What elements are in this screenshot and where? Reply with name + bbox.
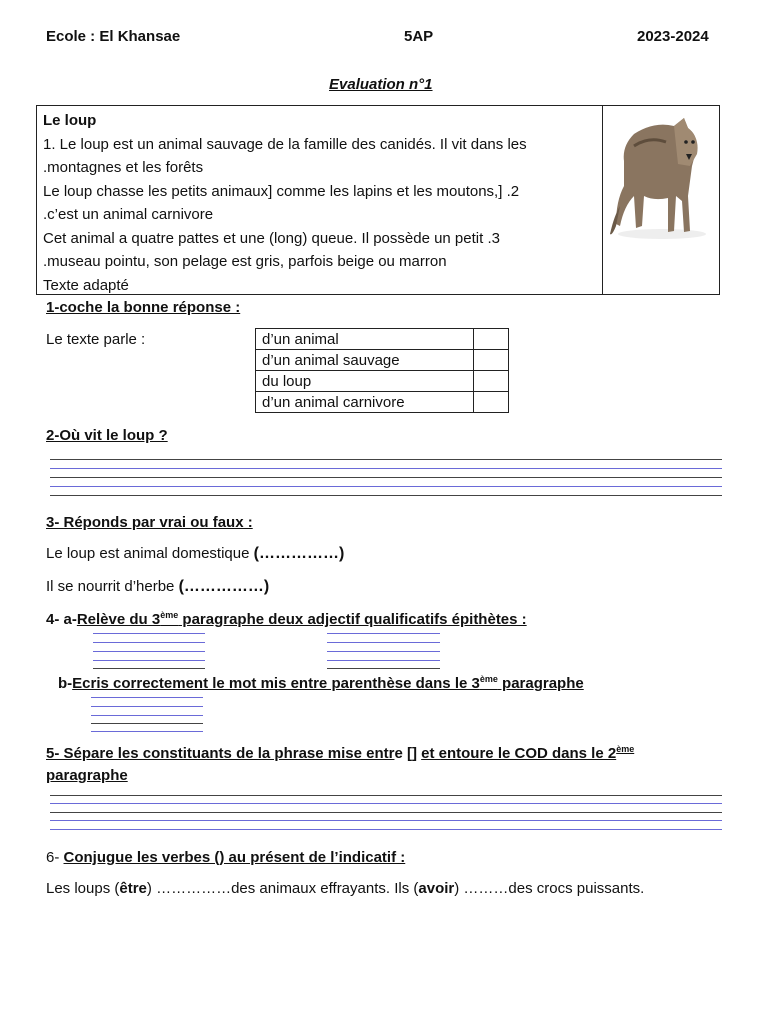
text-line: Cet animal a quatre pattes et une (long) queue. Il possède un petit .3 [43,229,500,247]
answer-line [327,651,440,652]
q1-title: 1-coche la bonne réponse : [46,299,241,316]
q5-text-part: e [394,745,403,762]
answer-line [50,795,722,796]
answer-line [327,668,440,669]
answer-line [91,731,203,732]
option-label: d’un animal carnivore [256,392,474,413]
superscript: ème [160,610,179,620]
option-checkbox[interactable] [474,350,509,371]
text-line: 1. Le loup est un animal sauvage de la famille des canidés. Il vit dans les [43,135,527,153]
option-label: d’un animal [256,329,474,350]
statement-text: Le loup est animal domestique [46,545,250,562]
text-line: .montagnes et les forêts [43,159,204,176]
wolf-image [604,106,719,294]
sentence-part[interactable]: ) ……………des animaux effrayants. Ils ( [146,880,419,897]
answer-line [93,651,205,652]
text-line: Texte adapté [43,276,129,294]
q6-sentence [46,880,644,897]
answer-line [50,495,722,496]
q1-prompt: Le texte parle : [46,331,146,348]
q3-statement-1 [46,545,344,563]
answer-line [91,697,203,698]
answer-line [327,660,440,661]
q6-instruction: Conjugue les verbes () au présent de l’indicatif : [63,849,406,866]
option-label: du loup [256,371,474,392]
school-name: Ecole : El Khansae [46,28,181,45]
reading-text-box [36,105,720,295]
answer-line [50,459,722,460]
option-label: d’un animal sauvage [256,350,474,371]
q6-title [46,849,405,866]
answer-line [327,642,440,643]
q5-text-part: [] [402,745,422,762]
q4b-text-part: paragraphe [497,675,584,692]
q2-title: 2-Où vit le loup ? [46,427,168,444]
verb: avoir [418,880,455,897]
answer-line [50,829,722,830]
table-row [256,392,509,413]
text-title: Le loup [43,112,97,129]
answer-line [91,715,203,716]
q4a-text-part: paragraphe deux adjectif qualificatifs épithètes : [178,611,527,628]
answer-line [91,706,203,707]
sentence-part: Les loups ( [46,880,120,897]
answer-blank[interactable]: (……………) [178,578,270,595]
sentence-part[interactable]: ) ………des crocs puissants. [454,880,645,897]
answer-line [93,642,205,643]
answer-line [327,633,440,634]
q5-text-part: paragraphe [46,767,128,784]
answer-line [50,803,722,804]
q3-statement-2 [46,578,269,596]
statement-text: Il se nourrit d’herbe [46,578,175,595]
q5-title [46,738,726,787]
text-line: Le loup chasse les petits animaux] comme les lapins et les moutons,] .2 [43,182,520,200]
text-line: .c’est un animal carnivore [43,206,214,223]
q6-prefix: 6- [46,849,64,866]
q4b-title [58,674,584,692]
answer-blank[interactable]: (……………) [253,545,345,562]
table-row [256,350,509,371]
option-checkbox[interactable] [474,392,509,413]
answer-line [93,660,205,661]
page-title: Evaluation n°1 [329,76,433,93]
answer-line [50,486,722,487]
answer-line [50,812,722,813]
q4b-prefix: b- [58,675,73,692]
answer-line [93,633,205,634]
text-line: .museau pointu, son pelage est gris, parfois beige ou marron [43,253,447,270]
q4a-title [46,610,527,628]
q4a-text [77,611,527,628]
reading-text [37,106,603,294]
answer-line [50,820,722,821]
q4a-text-part: Relève du 3 [76,611,161,628]
table-row [256,371,509,392]
option-checkbox[interactable] [474,371,509,392]
answer-line [93,668,205,669]
school-year: 2023-2024 [637,28,709,45]
superscript: ème [616,744,635,754]
q4b-text-part: Ecris correctement le mot mis entre parenthèse dans le 3 [72,675,480,692]
superscript: ème [479,674,498,684]
answer-line [91,723,203,724]
q5-text-part: 5- Sépare les constituants de la phrase mise entr [46,745,395,762]
q5-text-part: et entoure le COD dans le 2 [421,745,617,762]
q1-choices-table [255,328,509,413]
wolf-illustration [604,106,719,294]
table-row [256,329,509,350]
q4a-prefix: 4- a- [46,611,77,628]
answer-line [50,477,722,478]
class-level: 5AP [404,28,434,45]
q4b-text [72,675,584,692]
verb: être [119,880,147,897]
answer-line [50,468,722,469]
option-checkbox[interactable] [474,329,509,350]
q3-title: 3- Réponds par vrai ou faux : [46,514,253,531]
